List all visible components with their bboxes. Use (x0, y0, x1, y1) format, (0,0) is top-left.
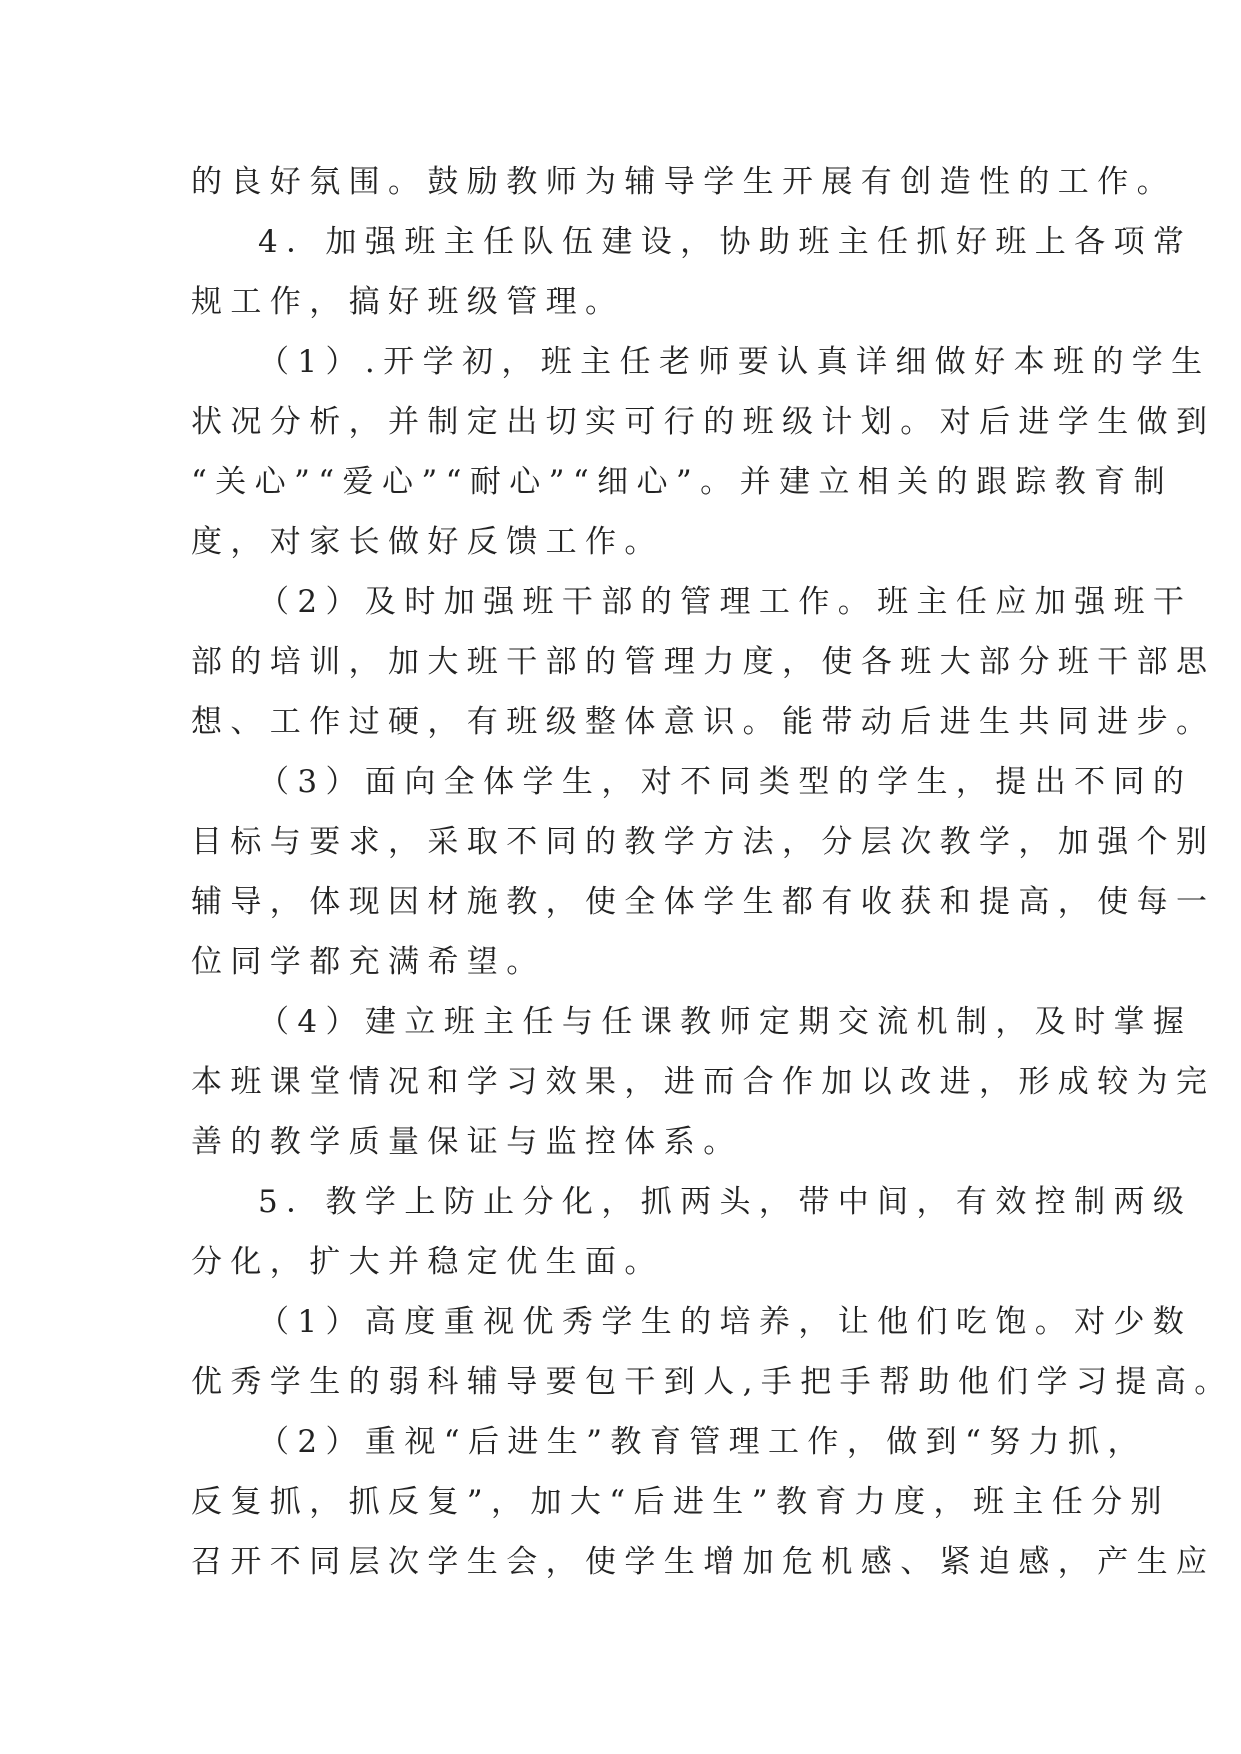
text-line: 位同学都充满希望。 (191, 944, 546, 980)
text-line: “关心”“爱心”“耐心”“细心”。并建立相关的跟踪教育制 (191, 464, 1173, 500)
text-line: 召开不同层次学生会，使学生增加危机感、紧迫感，产生应 (191, 1544, 1216, 1580)
text-line: 状况分析，并制定出切实可行的班级计划。对后进学生做到 (191, 404, 1216, 440)
text-line: 5．教学上防止分化，抓两头，带中间，有效控制两级 (258, 1184, 1193, 1220)
text-line: 辅导，体现因材施教，使全体学生都有收获和提高，使每一 (191, 884, 1216, 920)
text-line: （2）重视“后进生”教育管理工作，做到“努力抓， (258, 1424, 1147, 1460)
text-line: 善的教学质量保证与监控体系。 (191, 1124, 743, 1160)
text-line: 4．加强班主任队伍建设，协助班主任抓好班上各项常 (258, 224, 1193, 260)
text-line: 优秀学生的弱科辅导要包干到人,手把手帮助他们学习提高。 (191, 1364, 1234, 1400)
text-line: （3）面向全体学生，对不同类型的学生，提出不同的 (258, 764, 1193, 800)
text-line: 的良好氛围。鼓励教师为辅导学生开展有创造性的工作。 (191, 164, 1176, 200)
text-line: （1）.开学初，班主任老师要认真详细做好本班的学生 (258, 344, 1211, 380)
text-line: 想、工作过硬，有班级整体意识。能带动后进生共同进步。 (191, 704, 1216, 740)
text-line: 本班课堂情况和学习效果，进而合作加以改进，形成较为完 (191, 1064, 1216, 1100)
text-line: 度，对家长做好反馈工作。 (191, 524, 664, 560)
text-line: （1）高度重视优秀学生的培养，让他们吃饱。对少数 (258, 1304, 1193, 1340)
text-line: 目标与要求，采取不同的教学方法，分层次教学，加强个别 (191, 824, 1216, 860)
text-line: （4）建立班主任与任课教师定期交流机制，及时掌握 (258, 1004, 1193, 1040)
text-line: （2）及时加强班干部的管理工作。班主任应加强班干 (258, 584, 1193, 620)
text-line: 规工作，搞好班级管理。 (191, 284, 625, 320)
text-line: 反复抓，抓反复”，加大“后进生”教育力度，班主任分别 (191, 1484, 1170, 1520)
text-line: 分化，扩大并稳定优生面。 (191, 1244, 664, 1280)
text-line: 部的培训，加大班干部的管理力度，使各班大部分班干部思 (191, 644, 1216, 680)
